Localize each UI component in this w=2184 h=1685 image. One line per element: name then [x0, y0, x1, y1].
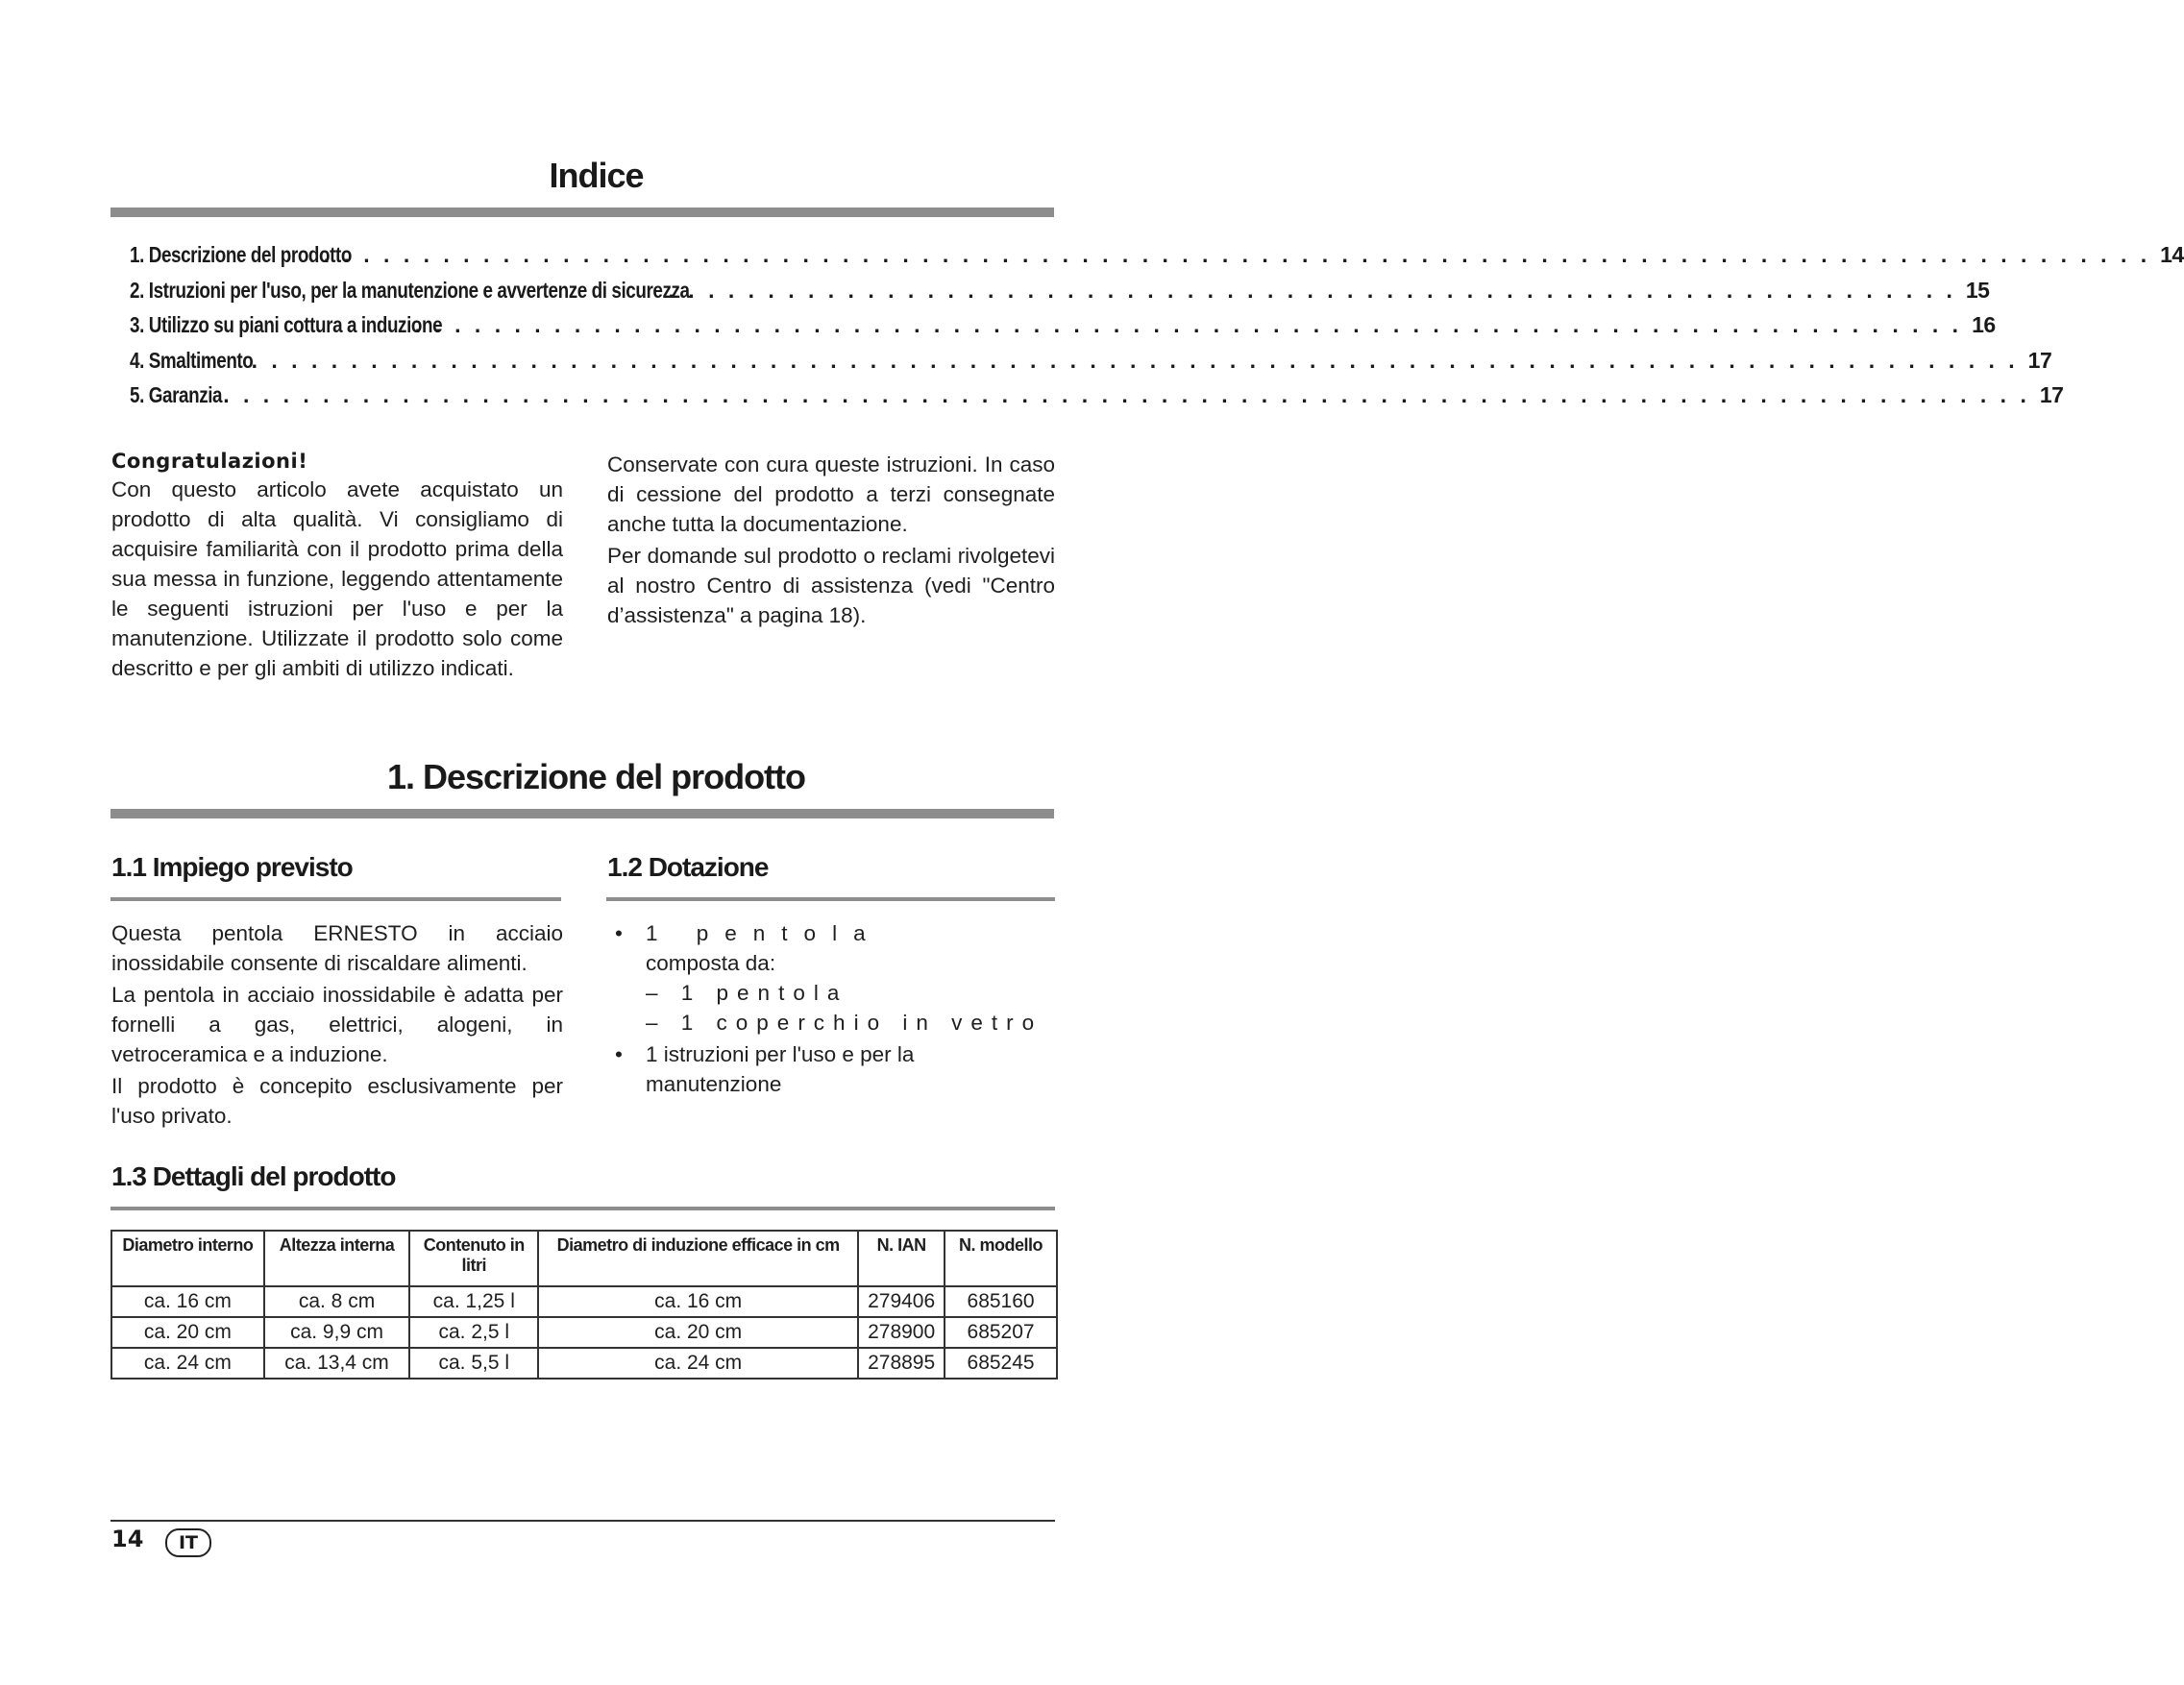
intended-use-text [111, 918, 563, 1131]
column-header: Contenuto in litri [409, 1231, 538, 1286]
intended-use-heading: 1.1 Impiego previsto [111, 852, 353, 882]
intro-left-column [111, 450, 563, 683]
column-header: Altezza interna [264, 1231, 410, 1286]
toc-entry-page: 16 [1972, 312, 1996, 337]
table-cell: ca. 2,5 l [409, 1317, 538, 1348]
intended-use-paragraph-2: La pentola in acciaio inossidabile è adatta per fornelli a gas, elettrici, alogeni, in vetroceramica e a induzione. [111, 983, 563, 1066]
supply-list [607, 918, 1059, 1099]
table-cell: 685160 [945, 1286, 1057, 1317]
table-cell: ca. 9,9 cm [264, 1317, 410, 1348]
list-item [607, 918, 1059, 1038]
column-header: N. modello [945, 1231, 1057, 1286]
table-cell: ca. 5,5 l [409, 1348, 538, 1379]
bullet-icon: • [615, 921, 623, 945]
table-cell: ca. 1,25 l [409, 1286, 538, 1317]
supply-item-manual: 1 istruzioni per l'uso e per la manutenzione [646, 1042, 915, 1096]
toc-entry-page: 15 [1965, 277, 1990, 303]
table-row [111, 1348, 1057, 1379]
product-details-rule [110, 1207, 1055, 1210]
list-item [607, 1039, 1059, 1099]
table-cell: 685245 [945, 1348, 1057, 1379]
column-header: Diametro di induzione efficace in cm [538, 1231, 858, 1286]
table-of-contents [130, 237, 2184, 413]
toc-entry-label: 4. Smaltimento [130, 347, 254, 373]
table-cell: 685207 [945, 1317, 1057, 1348]
table-cell: 278895 [858, 1348, 945, 1379]
table-header-row [111, 1231, 1057, 1286]
toc-entry[interactable] [130, 273, 1990, 308]
table-cell: ca. 16 cm [538, 1286, 858, 1317]
table-cell: ca. 16 cm [111, 1286, 264, 1317]
intro-left-paragraph: Con questo articolo avete acquistato un prodotto di alta qualità. Vi consigliamo di acquisire familiarità con il prodotto prima della sua messa in funzione, leggendo attentamente le seguenti istruzioni per l'uso e per la manutenzione. Utilizzate il prodotto solo come descritto e per gli ambiti di utilizzo indicati. [111, 477, 563, 680]
toc-entry[interactable] [130, 378, 2064, 413]
supply-heading: 1.2 Dotazione [607, 852, 769, 882]
bullet-icon: • [615, 1042, 623, 1066]
toc-entry-label: 2. Istruzioni per l'uso, per la manutenzione e avvertenze di sicurezza [130, 277, 690, 303]
supply-item-pot: 1 pentola [646, 921, 882, 945]
section-title: 1. Descrizione del prodotto [386, 757, 806, 796]
table-cell: ca. 8 cm [264, 1286, 410, 1317]
column-header: Diametro interno [111, 1231, 264, 1286]
intro-right-paragraph-1: Conservate con cura queste istruzioni. In caso di cessione del prodotto a terzi consegnate anche tutta la documentazione. [607, 452, 1055, 536]
section-title-rule [110, 809, 1054, 818]
supply-subitem-pot: – 1 pentola [646, 981, 848, 1005]
toc-entry-label: 3. Utilizzo su piani cottura a induzione [130, 312, 443, 337]
language-badge: IT [165, 1528, 211, 1557]
supply-item-composition: composta da: [646, 951, 776, 975]
supply-subitem-lid: – 1 coperchio in vetro [646, 1011, 1043, 1035]
congratulations-heading: Congratulazioni! [111, 450, 308, 473]
table-cell: 278900 [858, 1317, 945, 1348]
footer-rule [110, 1520, 1055, 1522]
table-cell: ca. 24 cm [111, 1348, 264, 1379]
intended-use-rule [110, 897, 561, 901]
intro-right-column [607, 450, 1055, 630]
toc-leader-dots: . . . . . . . . . . . . . . . . . . . . . . . . . . . . . . . . . . . . . . . . . . . . . . . . . . . . . . . . . . . . . . . . . . . . . . . . . . . . . . . . . . . . . . . . . [251, 347, 2019, 373]
column-header: N. IAN [858, 1231, 945, 1286]
product-details-heading: 1.3 Dettagli del prodotto [111, 1161, 396, 1191]
toc-entry-page: 14 [2160, 242, 2184, 267]
toc-entry-page: 17 [2027, 347, 2052, 373]
index-title-rule [110, 208, 1054, 217]
page-number: 14 [111, 1526, 144, 1552]
table-row [111, 1317, 1057, 1348]
toc-entry-label: 1. Descrizione del prodotto [130, 242, 353, 267]
index-title: Indice [549, 156, 644, 195]
table-cell: ca. 20 cm [111, 1317, 264, 1348]
table-cell: ca. 20 cm [538, 1317, 858, 1348]
table-row [111, 1286, 1057, 1317]
toc-entry-label: 5. Garanzia [130, 382, 223, 407]
product-details-table [110, 1230, 1058, 1380]
supply-rule [606, 897, 1055, 901]
toc-leader-dots: . . . . . . . . . . . . . . . . . . . . . . . . . . . . . . . . . . . . . . . . . . . . . . . . . . . . . . . . . . . . . . . . . . . . . . . . . . . . . . . . . . . . . . . . . . . . [323, 242, 2151, 267]
intro-right-paragraph-2: Per domande sul prodotto o reclami rivolgetevi al nostro Centro di assistenza (vedi "Centro d’assistenza" a pagina 18). [607, 544, 1055, 627]
toc-entry-page: 17 [2039, 382, 2064, 407]
toc-leader-dots: . . . . . . . . . . . . . . . . . . . . . . . . . . . . . . . . . . . . . . . . . . . . . . . . . . . . . . . . . . . . . . . . . . . . . . . . . . . . . . . . . . . . . . . . . . . [223, 382, 2030, 407]
table-cell: 279406 [858, 1286, 945, 1317]
toc-entry[interactable] [130, 237, 2184, 273]
intended-use-paragraph-1: Questa pentola ERNESTO in acciaio inossidabile consente di riscaldare alimenti. [111, 921, 563, 975]
toc-entry[interactable] [130, 307, 1996, 343]
toc-entry[interactable] [130, 343, 2052, 379]
table-cell: ca. 13,4 cm [264, 1348, 410, 1379]
toc-leader-dots: . . . . . . . . . . . . . . . . . . . . . . . . . . . . . . . . . . . . . . . . . . . . . . . . . . . . . . . . . . . . . . . . . [668, 277, 1956, 303]
intended-use-paragraph-3: Il prodotto è concepito esclusivamente per l'uso privato. [111, 1074, 563, 1128]
toc-leader-dots: . . . . . . . . . . . . . . . . . . . . . . . . . . . . . . . . . . . . . . . . . . . . . . . . . . . . . . . . . . . . . . . . . . . . . . . . . . . . . . [414, 312, 1963, 337]
table-cell: ca. 24 cm [538, 1348, 858, 1379]
